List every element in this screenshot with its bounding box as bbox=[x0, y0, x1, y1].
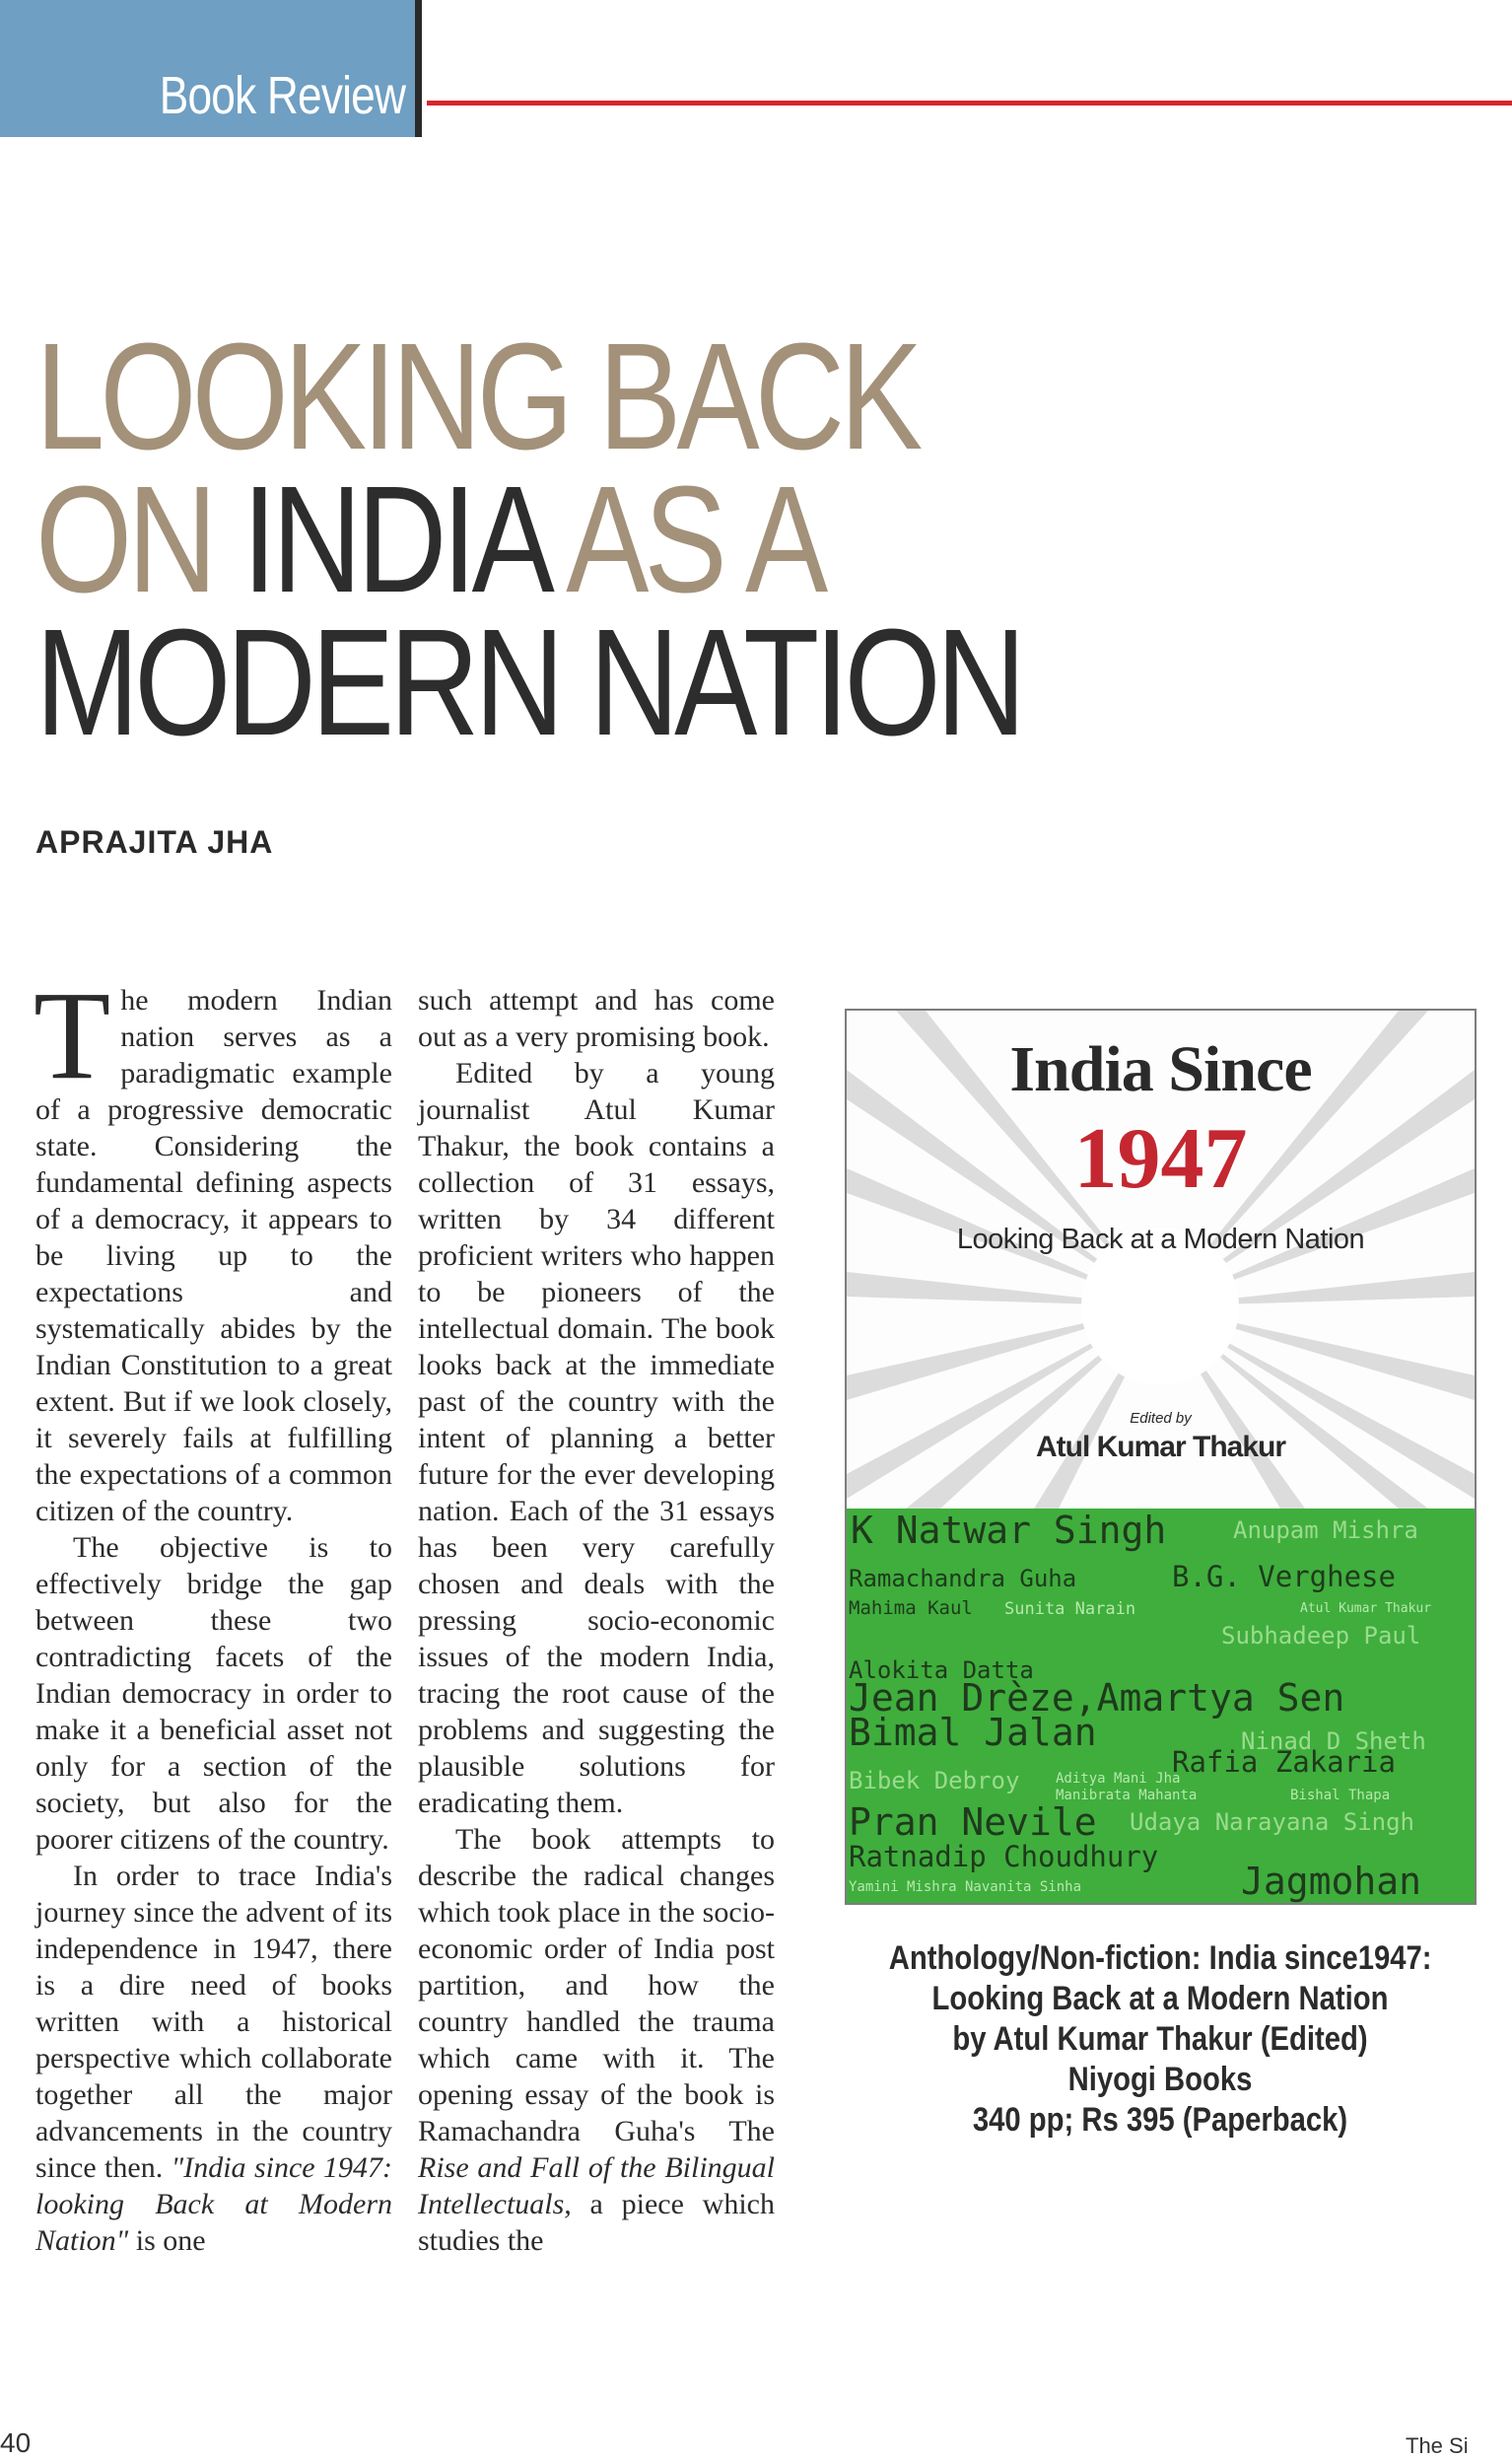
headline-line-2c: AS A bbox=[566, 455, 824, 624]
cover-edited-by: Edited by bbox=[1130, 1410, 1192, 1427]
caption-line: 340 pp; Rs 395 (Paperback) bbox=[972, 2101, 1348, 2139]
caption-line: Looking Back at a Modern Nation bbox=[931, 1980, 1389, 2017]
contributor-name: Aditya Mani Jha bbox=[1056, 1771, 1181, 1787]
book-cover-image bbox=[845, 1009, 1477, 1905]
contributor-name: Jagmohan bbox=[1241, 1860, 1422, 1903]
magazine-footer: The Si bbox=[1406, 2433, 1469, 2458]
article-column-2 bbox=[418, 982, 775, 2259]
contributor-name: Pran Nevile bbox=[849, 1800, 1097, 1844]
contributor-name: Bishal Thapa bbox=[1290, 1788, 1391, 1803]
header-rule bbox=[427, 101, 1512, 105]
paragraph bbox=[35, 1858, 392, 2259]
caption-line: by Atul Kumar Thakur (Edited) bbox=[952, 2020, 1368, 2058]
headline-line-3: MODERN NATION bbox=[35, 597, 1022, 767]
section-tab-edge bbox=[415, 0, 422, 137]
paragraph: Edited by a young journalist Atul Kumar Thakur, the book contains a collection of 31 essays, written by 34 different proficient writers who happen to be pioneers of the intellectual domain. The book looks back at the immediate past of the country with the intent of planning a better future for the ever developing nation. Each of the 31 essays has been very carefully chosen and deals with the pressing socio-economic issues of the modern India, tracing the root cause of the problems and suggesting the plausible solutions for eradicating them. bbox=[418, 1057, 775, 1819]
contributor-name: Bibek Debroy bbox=[849, 1767, 1020, 1794]
contributor-name: Udaya Narayana Singh bbox=[1130, 1808, 1414, 1836]
cover-year: 1947 bbox=[1073, 1111, 1248, 1207]
contributor-name: Ratnadip Choudhury bbox=[849, 1840, 1159, 1873]
contributor-name: Anupam Mishra bbox=[1233, 1516, 1418, 1544]
contributor-name: B.G. Verghese bbox=[1172, 1560, 1396, 1593]
paragraph bbox=[34, 965, 392, 1529]
cover-subtitle: Looking Back at a Modern Nation bbox=[956, 1224, 1365, 1255]
paragraph: such attempt and has come out as a very promising book. bbox=[418, 984, 775, 1053]
article-headline bbox=[35, 312, 1022, 767]
contributor-name: Yamini Mishra bbox=[849, 1879, 957, 1895]
paragraph: The objective is to effectively bridge the gap between these two contradicting facets of the Indian democracy in order to make it a beneficial asset not only for a section of the society, but also for the poorer citizens of the country. bbox=[35, 1531, 392, 1856]
contributor-name: Jean Drèze,Amartya Sen bbox=[849, 1676, 1345, 1720]
contributor-name: Sunita Narain bbox=[1004, 1599, 1136, 1619]
paragraph-text: The book attempts to describe the radical changes which took place in the socio-economic order of India post partition, and how the country handled the trauma which came with it. The opening essay of the book is Ramachandra Guha's The bbox=[418, 1823, 775, 2147]
drop-cap: T bbox=[34, 965, 111, 1105]
cover-contributors-band bbox=[847, 1509, 1475, 1903]
caption-line: Niyogi Books bbox=[1067, 2061, 1253, 2098]
contributor-name: Mahima Kaul bbox=[849, 1597, 973, 1619]
section-tab bbox=[0, 0, 419, 137]
contributor-name: Manibrata Mahanta bbox=[1056, 1788, 1198, 1803]
contributor-name: Atul Kumar Thakur bbox=[1300, 1601, 1432, 1616]
section-label: Book Review bbox=[159, 66, 405, 125]
contributor-name: Bimal Jalan bbox=[849, 1711, 1097, 1754]
paragraph-text: a piece which studies the bbox=[418, 2188, 775, 2257]
contributor-name: Rafia Zakaria bbox=[1172, 1745, 1396, 1779]
contributor-name: Navanita Sinha bbox=[965, 1879, 1082, 1895]
contributor-name: K Natwar Singh bbox=[851, 1509, 1167, 1552]
headline-line-2b: INDIA bbox=[241, 455, 567, 624]
contributor-name: Alokita Datta bbox=[849, 1656, 1034, 1684]
cover-editor-name: Atul Kumar Thakur bbox=[1035, 1431, 1286, 1463]
paragraph-text: In order to trace India's journey since the advent of its independence in 1947, there is a dire need of books written with a historical perspective which collaborate together all the major advancements in the country since then. bbox=[35, 1860, 392, 2184]
caption-line: Anthology/Non-fiction: India since1947: bbox=[888, 1939, 1432, 1977]
paragraph bbox=[418, 1821, 775, 2259]
contributor-name: Ninad D Sheth bbox=[1241, 1727, 1426, 1755]
author-byline: APRAJITA JHA bbox=[35, 824, 274, 860]
headline-line-1: LOOKING BACK bbox=[35, 312, 919, 481]
book-details-caption bbox=[845, 1938, 1476, 2141]
headline-line-2a: ON bbox=[35, 455, 242, 624]
book-title-italic: "India since 1947: looking Back at Modern Nation" bbox=[35, 2151, 392, 2257]
article-column-1 bbox=[34, 965, 392, 2259]
contributor-name: Ramachandra Guha bbox=[849, 1565, 1077, 1592]
paragraph-text: is one bbox=[128, 2224, 206, 2257]
contributor-name: Subhadeep Paul bbox=[1221, 1622, 1421, 1650]
essay-title-italic: Rise and Fall of the Bilingual Intellectuals, bbox=[418, 2151, 775, 2220]
page-number: 40 bbox=[0, 2427, 32, 2458]
paragraph-text: he modern Indian nation serves as a paradigmatic example of a progressive democratic state. Considering the fundamental defining aspects of a democracy, it appears to be living up to the expectations and systematically abides by the Indian Constitution to a great extent. But if we look closely, it severely fails at fulfilling the expectations of a common citizen of the country. bbox=[35, 984, 392, 1527]
cover-title: India Since bbox=[1009, 1033, 1312, 1105]
